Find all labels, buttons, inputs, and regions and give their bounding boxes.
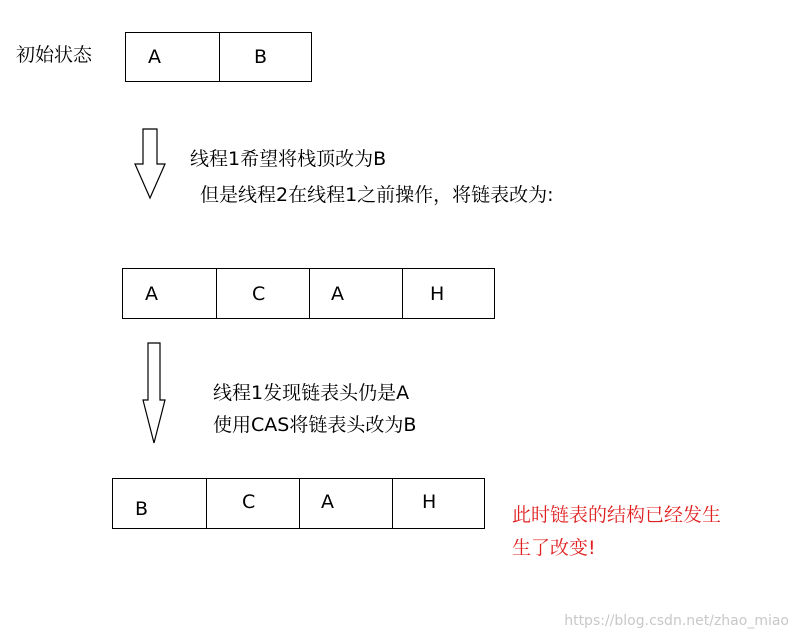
initial-state-label: 初始状态 [16, 44, 93, 66]
step1-text-line1: 线程1希望将栈顶改为B [190, 148, 387, 170]
list-modified-cell-3: A [309, 269, 403, 318]
down-arrow-icon [141, 342, 167, 446]
conclusion-text-line2: 生了改变! [512, 537, 596, 559]
list-initial [125, 32, 312, 82]
list-final-cell-1: B [113, 479, 207, 528]
list-modified-cell-2: C [216, 269, 310, 318]
list-initial-cell-1: A [126, 33, 220, 81]
list-initial-cell-2: B [254, 46, 268, 68]
list-modified [122, 268, 495, 319]
step2-text-line1: 线程1发现链表头仍是A [213, 382, 410, 404]
watermark: https://blog.csdn.net/zhao_miao [564, 613, 789, 629]
list-modified-cell-4: H [430, 282, 445, 305]
list-modified-cell-1: A [123, 269, 217, 318]
step1-text-line2: 但是线程2在线程1之前操作，将链表改为: [200, 184, 554, 206]
down-arrow-icon [133, 128, 167, 200]
list-final-cell-3: A [299, 479, 393, 528]
step2-text-line2: 使用CAS将链表头改为B [213, 414, 417, 436]
list-final-cell-4: H [422, 490, 437, 513]
list-final [112, 478, 485, 529]
list-final-cell-2: C [206, 479, 300, 528]
conclusion-text-line1: 此时链表的结构已经发生 [512, 504, 722, 526]
